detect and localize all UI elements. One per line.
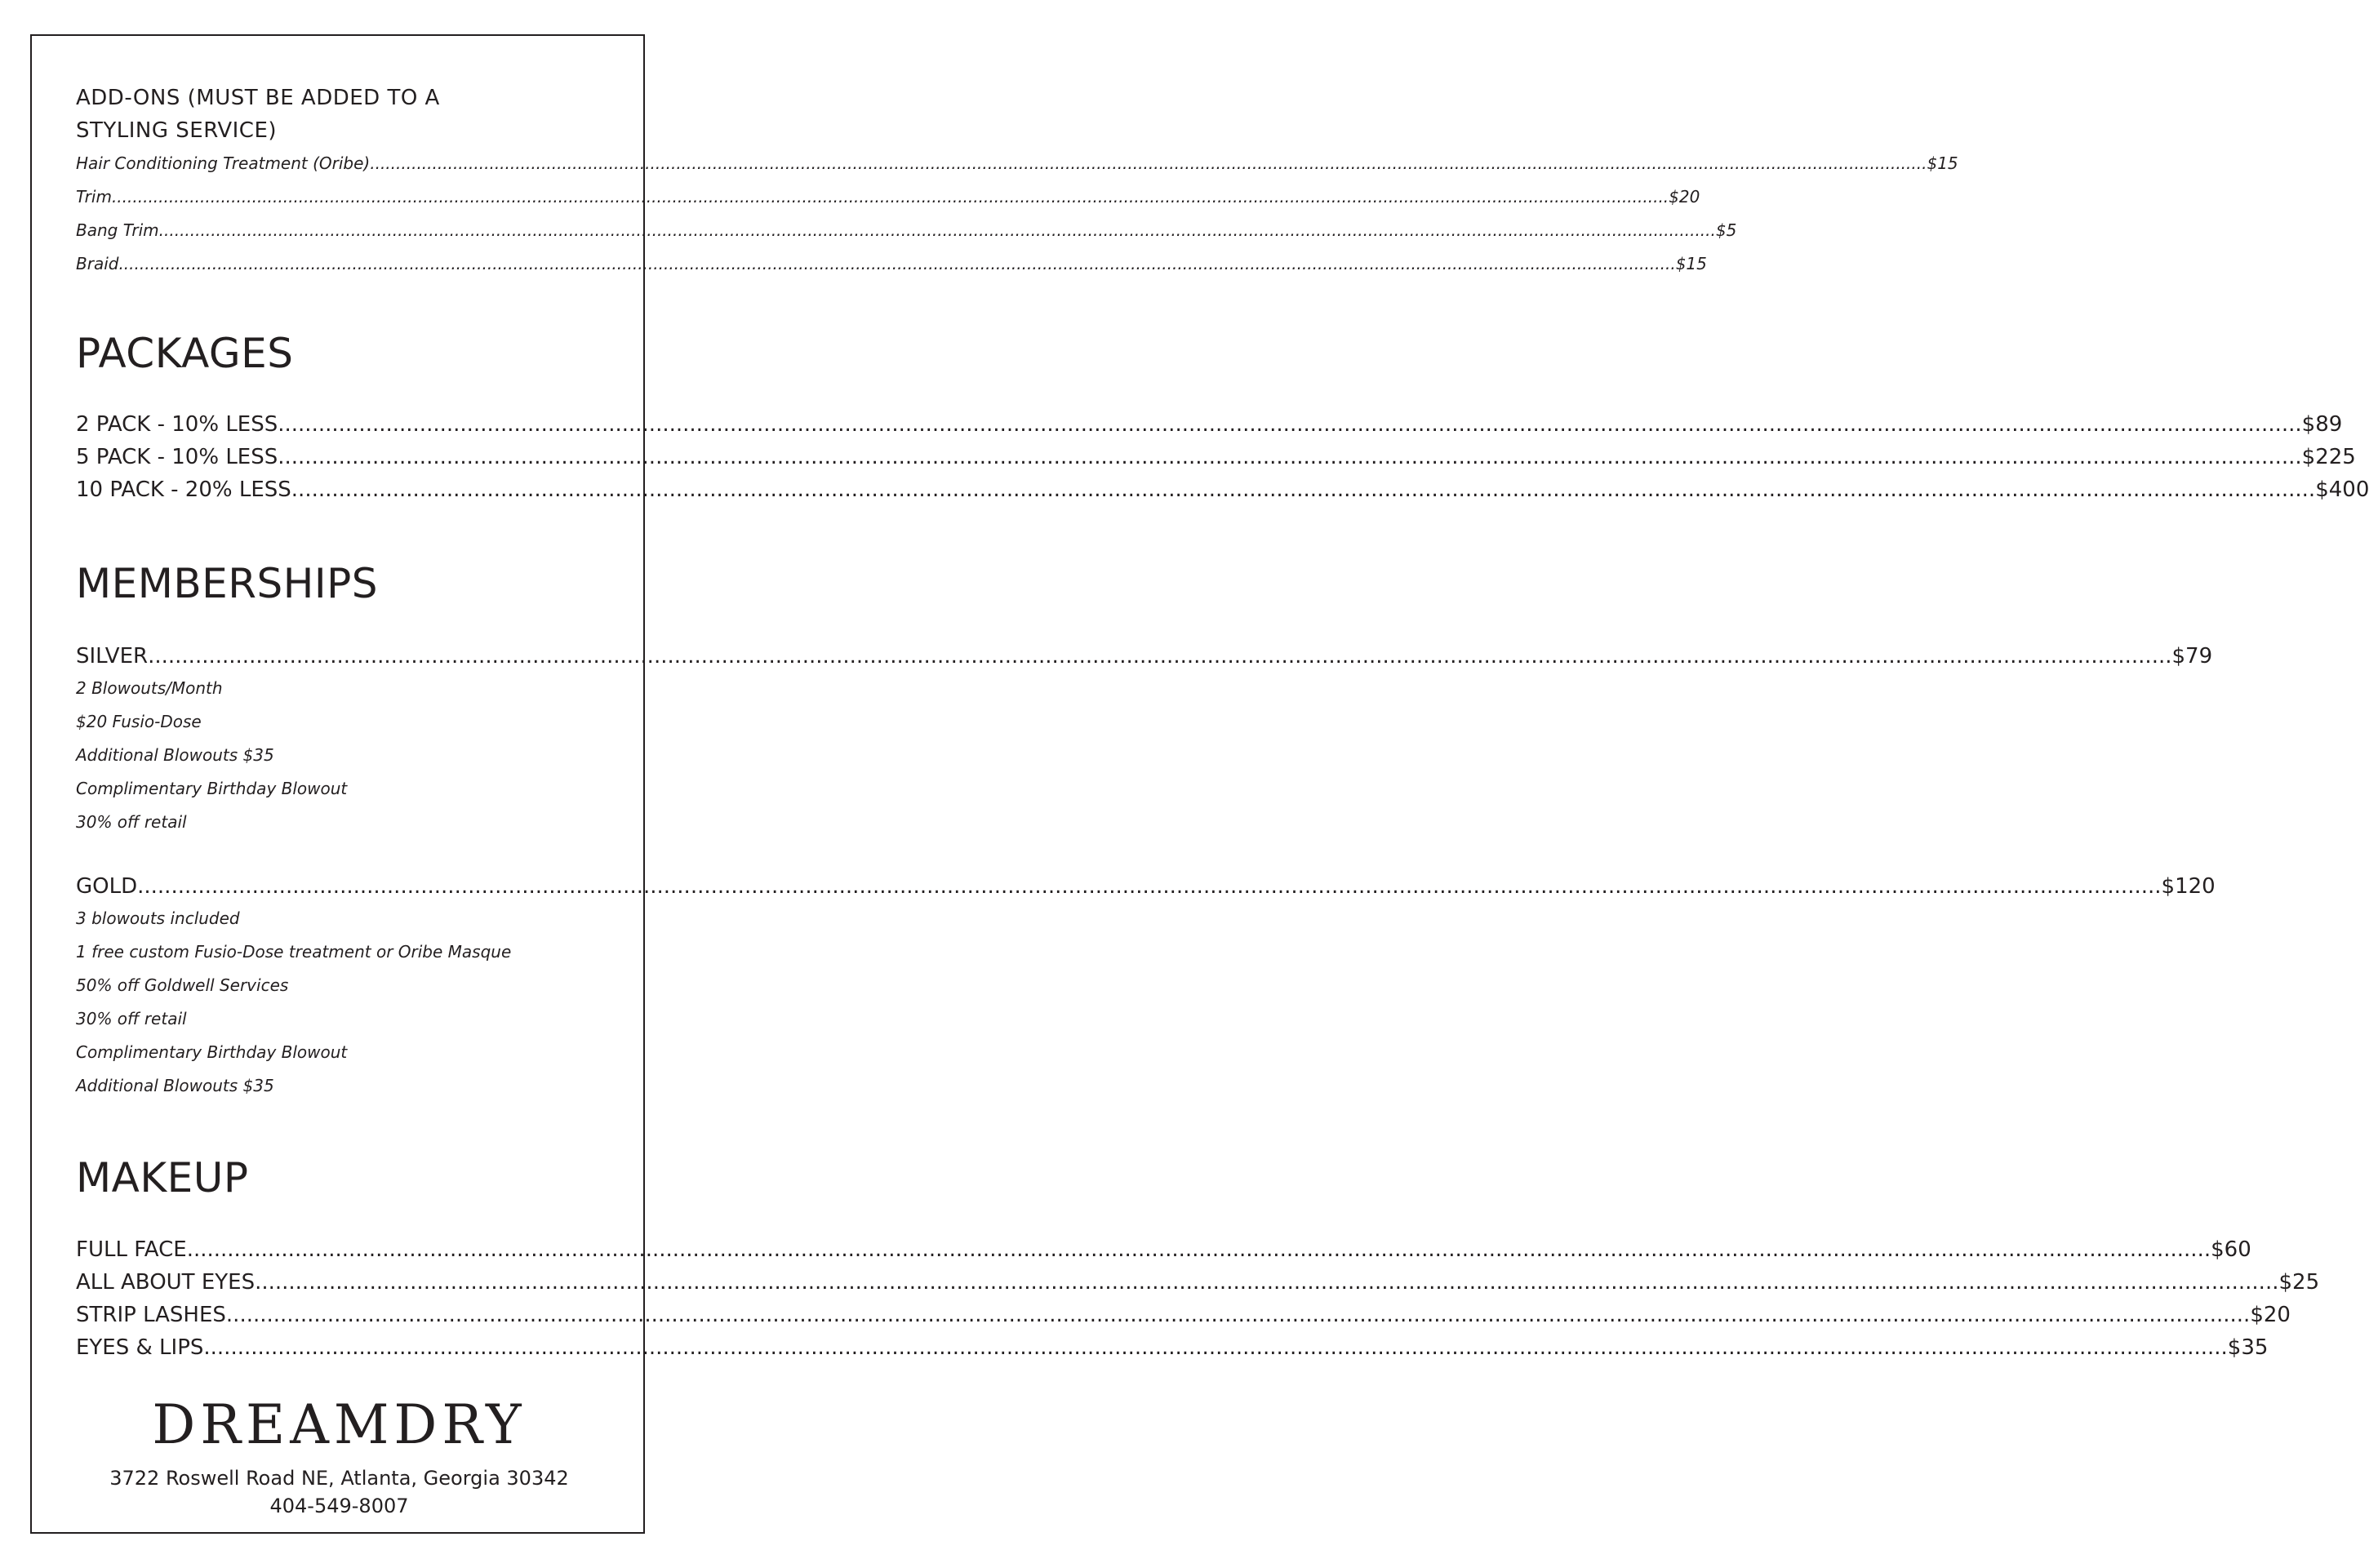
addons-heading-line-1: ADD-ONS (MUST BE ADDED TO A (76, 86, 440, 110)
addon-price: $15 (1927, 153, 1958, 173)
leader-dots: ............................................................................................................................................................................................................................................................................................................ (203, 1335, 2228, 1360)
membership-gold (76, 870, 2216, 1104)
membership-tier (76, 640, 2213, 673)
membership-perk: 3 blowouts included (76, 908, 240, 928)
leader-dots: ............................................................................................................................................................................................................................................................................................................ (137, 874, 2162, 899)
membership-perk: 2 Blowouts/Month (76, 678, 223, 698)
membership-perk: 1 free custom Fusio-Dose treatment or Oribe Masque (76, 942, 512, 962)
makeup-price: $25 (2278, 1270, 2320, 1295)
dreamdry-logo: DREAMDRY (152, 1393, 527, 1456)
makeup-label: ALL ABOUT EYES (76, 1270, 256, 1295)
addon-item (76, 150, 1958, 184)
package-item (76, 408, 2343, 441)
memberships-heading: MEMBERSHIPS (76, 560, 378, 607)
makeup-label: EYES & LIPS (76, 1335, 204, 1360)
membership-perk: 30% off retail (76, 1009, 187, 1028)
leader-dots: ............................................................................................................................................................................................................................................................................................................ (291, 478, 2316, 502)
membership-perk: Complimentary Birthday Blowout (76, 1042, 348, 1062)
package-item (76, 473, 2369, 506)
tier-price: $120 (2161, 874, 2216, 899)
package-price: $89 (2301, 412, 2343, 437)
membership-perk: 30% off retail (76, 812, 187, 832)
addon-price: $15 (1675, 254, 1707, 273)
addons-heading-line-2: STYLING SERVICE) (76, 118, 278, 143)
package-label: 10 PACK - 20% LESS (76, 478, 291, 502)
package-price: $400 (2315, 478, 2369, 502)
membership-perk: Complimentary Birthday Blowout (76, 779, 348, 798)
salon-address: 3722 Roswell Road NE, Atlanta, Georgia 30342 (109, 1467, 569, 1490)
leader-dots: ............................................................................................................................................................................................................................................................................................................ (255, 1270, 2279, 1295)
package-label: 2 PACK - 10% LESS (76, 412, 278, 437)
leader-dots: ............................................................................................................................................................................................................................................................................................................ (111, 187, 1669, 207)
addon-label: Hair Conditioning Treatment (Oribe) (76, 153, 371, 173)
leader-dots: ............................................................................................................................................................................................................................................................................................................ (118, 254, 1676, 273)
leader-dots: ............................................................................................................................................................................................................................................................................................................ (158, 220, 1716, 240)
membership-perk: Additional Blowouts $35 (76, 1076, 274, 1095)
tier-label: GOLD (76, 874, 138, 899)
membership-perk: Additional Blowouts $35 (76, 745, 274, 765)
salon-phone: 404-549-8007 (269, 1495, 409, 1517)
addon-price: $5 (1715, 220, 1737, 240)
leader-dots: ............................................................................................................................................................................................................................................................................................................ (278, 445, 2302, 469)
addons-list (76, 150, 1958, 284)
packages-list (76, 408, 2369, 506)
package-label: 5 PACK - 10% LESS (76, 445, 278, 469)
makeup-heading: MAKEUP (76, 1154, 249, 1202)
makeup-item (76, 1331, 2269, 1364)
addon-price: $20 (1669, 187, 1700, 207)
makeup-label: FULL FACE (76, 1237, 187, 1262)
addon-label: Braid (76, 254, 119, 273)
leader-dots: ............................................................................................................................................................................................................................................................................................................ (186, 1237, 2211, 1262)
tier-label: SILVER (76, 644, 149, 669)
membership-silver (76, 640, 2213, 840)
leader-dots: ............................................................................................................................................................................................................................................................................................................ (370, 153, 1927, 173)
leader-dots: ............................................................................................................................................................................................................................................................................................................ (148, 644, 2172, 669)
makeup-item (76, 1299, 2291, 1331)
addon-item (76, 184, 1700, 217)
package-item (76, 441, 2356, 473)
membership-perk: 50% off Goldwell Services (76, 975, 289, 995)
addon-label: Bang Trim (76, 220, 159, 240)
addon-label: Trim (76, 187, 112, 207)
makeup-list (76, 1233, 2320, 1364)
makeup-price: $35 (2227, 1335, 2269, 1360)
addon-item (76, 217, 1737, 251)
makeup-label: STRIP LASHES (76, 1303, 226, 1327)
membership-tier (76, 870, 2216, 903)
membership-perk: $20 Fusio-Dose (76, 712, 202, 731)
makeup-item (76, 1266, 2320, 1299)
makeup-price: $20 (2250, 1303, 2291, 1327)
addons-heading (76, 82, 607, 147)
tier-price: $79 (2171, 644, 2213, 669)
makeup-price: $60 (2211, 1237, 2251, 1262)
makeup-item (76, 1233, 2251, 1266)
leader-dots: ............................................................................................................................................................................................................................................................................................................ (278, 412, 2302, 437)
leader-dots: ............................................................................................................................................................................................................................................................................................................ (225, 1303, 2251, 1327)
packages-heading: PACKAGES (76, 330, 294, 377)
package-price: $225 (2301, 445, 2356, 469)
addon-item (76, 251, 1707, 284)
